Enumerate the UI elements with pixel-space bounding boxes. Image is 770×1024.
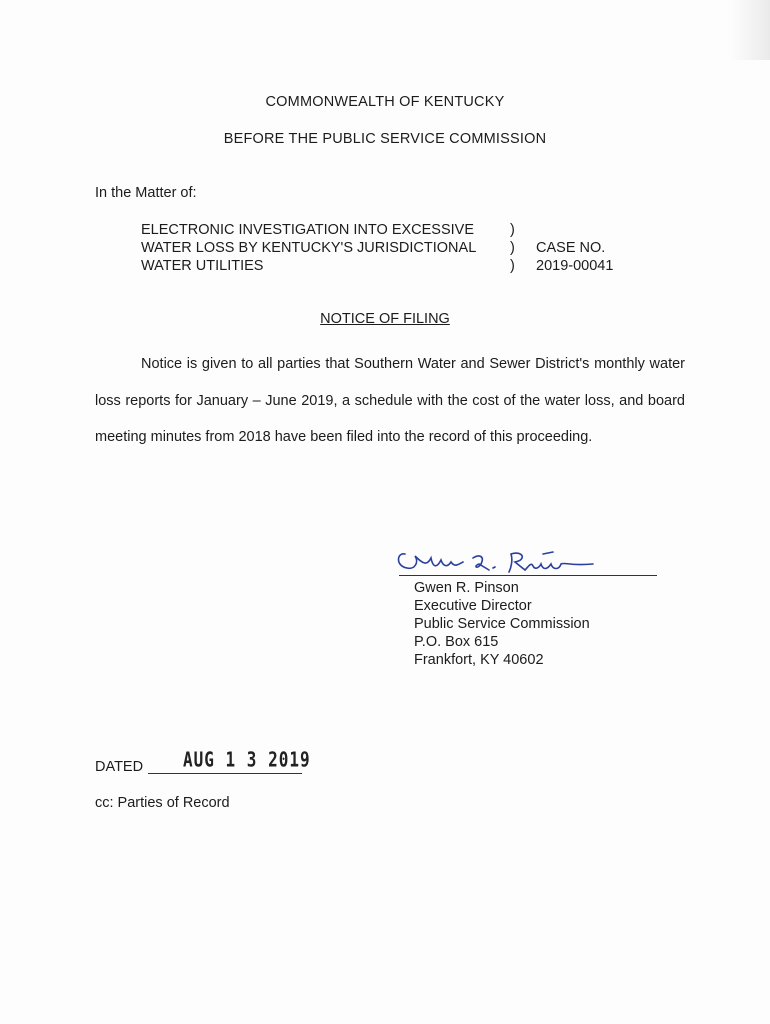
signatory-address-2: Frankfort, KY 40602 [414, 652, 544, 668]
scan-shadow [730, 0, 770, 60]
case-number: 2019-00041 [536, 258, 614, 274]
caption-paren: ) [510, 240, 515, 256]
signatory-address-1: P.O. Box 615 [414, 634, 499, 650]
cc-line: cc: Parties of Record [95, 795, 230, 811]
caption-line: WATER LOSS BY KENTUCKY'S JURISDICTIONAL [141, 240, 477, 256]
case-caption [141, 221, 476, 275]
notice-title: NOTICE OF FILING [320, 311, 450, 327]
caption-paren: ) [510, 222, 515, 238]
dated-label: DATED [95, 759, 144, 775]
case-number-block [536, 239, 613, 275]
caption-line: WATER UTILITIES [141, 258, 264, 274]
signatory-org: Public Service Commission [414, 616, 590, 632]
dated-line [148, 773, 302, 774]
signatory-title: Executive Director [414, 598, 532, 614]
caption-line: ELECTRONIC INVESTIGATION INTO EXCESSIVE [141, 222, 475, 238]
caption-parens [510, 221, 515, 275]
notice-paragraph: Notice is given to all parties that Southern Water and Sewer District's monthly water loss reports for January – June 2019, a schedule with the cost of the water loss, and board meeting minutes from 2018 have been filed into the record of this proceeding. [95, 356, 685, 445]
signature-line [399, 575, 657, 576]
header-commission: BEFORE THE PUBLIC SERVICE COMMISSION [223, 131, 547, 147]
notice-body [95, 346, 685, 456]
signature-block [414, 579, 590, 669]
caption-paren: ) [510, 258, 515, 274]
date-stamp: AUG 1 3 2019 [183, 747, 311, 772]
header-commonwealth: COMMONWEALTH OF KENTUCKY [265, 94, 505, 110]
case-label: CASE NO. [536, 240, 606, 256]
signatory-name: Gwen R. Pinson [414, 580, 519, 596]
matter-label: In the Matter of: [95, 185, 197, 201]
